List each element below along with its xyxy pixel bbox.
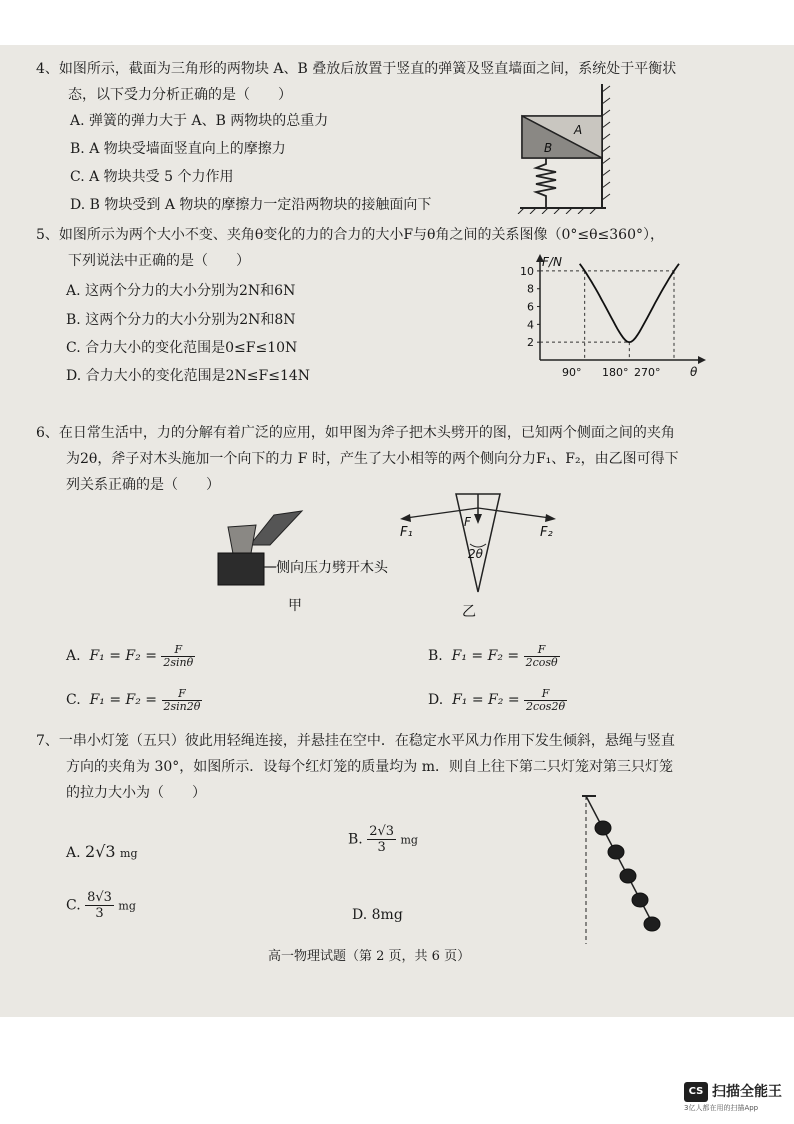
- force-f2-arrow: [478, 508, 550, 518]
- x-tick-270: 270°: [634, 366, 661, 379]
- frac-num: F: [524, 644, 560, 657]
- option-lhs: F₁ = F₂ =: [89, 648, 157, 664]
- series-line-resultant-force: [580, 264, 679, 342]
- label-f1: F₁: [400, 525, 413, 540]
- option-letter: C.: [66, 897, 81, 914]
- q5-force-angle-chart: [516, 252, 706, 382]
- x-axis-arrow: [698, 356, 706, 364]
- scanner-brand: 扫描全能王: [712, 1084, 782, 1100]
- option-lhs: F₁ = F₂ =: [452, 692, 520, 708]
- q4-option-d: D. B 物块受到 A 物块的摩擦力一定沿两物块的接触面向下: [70, 197, 432, 213]
- q6-stem-line1: 6、在日常生活中，力的分解有着广泛的应用，如甲图为斧子把木头劈开的图，已知两个侧面之间的夹角: [36, 425, 675, 441]
- q7-lantern-figure: [570, 790, 680, 950]
- q4-stem-line1: 4、如图所示，截面为三角形的两物块 A、B 叠放后放置于竖直的弹簧及竖直墙面之间，系统处于平衡状: [36, 61, 677, 77]
- frac-den: 2cosθ: [525, 655, 558, 669]
- axe-handle: [250, 511, 302, 545]
- q7-option-c: [66, 890, 136, 921]
- q6-stem-line2: 为2θ，斧子对木头施加一个向下的力 F 时，产生了大小相等的两个侧向分力F₁、F₂，由乙图可得下: [66, 451, 679, 467]
- q5-stem-line1: 5、如图所示为两个大小不变、夹角θ变化的力的合力的大小F与θ角之间的关系图像（0°≤θ≤360°），: [36, 227, 664, 243]
- scanner-tagline: 3亿人都在用的扫描App: [684, 1104, 759, 1112]
- yi-label: 乙: [462, 604, 476, 620]
- option-letter: A.: [66, 648, 81, 664]
- q7-option-d: [352, 906, 403, 924]
- x-tick-180: 180°: [602, 366, 629, 379]
- label-f: F: [464, 515, 471, 529]
- frac-num: F: [162, 688, 203, 701]
- option-unit: mg: [400, 833, 418, 847]
- y-axis-label: F/N: [542, 255, 562, 269]
- option-value: 2√3: [85, 842, 116, 861]
- option-letter: B.: [428, 648, 443, 664]
- label-b: B: [544, 141, 553, 155]
- q6-stem-line3: 列关系正确的是（ ）: [66, 477, 220, 493]
- option-unit: mg: [118, 899, 136, 913]
- frac-den: 2sin2θ: [163, 699, 201, 713]
- option-unit: mg: [120, 847, 138, 860]
- label-angle: 2θ: [468, 547, 483, 561]
- q5-option-b: B. 这两个分力的大小分别为2N和8N: [66, 312, 296, 328]
- option-lhs: F₁ = F₂ =: [451, 648, 520, 664]
- q5-option-a: A. 这两个分力的大小分别为2N和6N: [66, 283, 296, 299]
- frac-den: 2cos2θ: [526, 699, 566, 713]
- suspension-rope: [586, 796, 656, 930]
- scanner-logo-icon: CS: [684, 1082, 708, 1102]
- option-letter: C.: [66, 692, 81, 708]
- jia-label: 甲: [288, 598, 302, 614]
- q7-option-a: [66, 838, 138, 868]
- q6-option-b: [428, 642, 560, 670]
- q7-stem-line3: 的拉力大小为（ ）: [66, 785, 206, 801]
- spring: [536, 158, 556, 208]
- option-value: 8mg: [371, 907, 403, 923]
- x-axis-label: θ: [690, 365, 698, 379]
- frac-num: 2√3: [369, 824, 395, 839]
- option-letter: D.: [428, 692, 444, 708]
- q7-option-b: [348, 824, 418, 855]
- frac-den: 3: [95, 906, 104, 921]
- option-letter: A.: [66, 845, 81, 861]
- option-letter: B.: [348, 831, 363, 848]
- frac-num: 8√3: [87, 890, 112, 905]
- wood-block: [218, 553, 264, 585]
- q6-option-a: [66, 642, 195, 670]
- q4-option-b: B. A 物块受墙面竖直向上的摩擦力: [70, 141, 286, 157]
- q4-option-a: A. 弹簧的弹力大于 A、B 两物块的总重力: [70, 113, 329, 129]
- lantern-5: [644, 917, 660, 931]
- q4-stem-line2: 态，以下受力分析正确的是（ ）: [68, 87, 292, 103]
- y-tick-label-2: 2: [527, 336, 534, 350]
- y-tick-label-8: 8: [527, 282, 534, 296]
- q5-stem-line2: 下列说法中正确的是（ ）: [68, 253, 250, 269]
- lantern-4: [632, 893, 648, 907]
- label-a: A: [574, 123, 583, 137]
- q7-stem-line2: 方向的夹角为 30°，如图所示．设每个红灯笼的质量均为 m．则自上往下第二只灯笼对第三只灯笼: [66, 759, 673, 775]
- lantern-1: [595, 821, 611, 835]
- lantern-3: [620, 869, 636, 883]
- q7-stem-line1: 7、一串小灯笼（五只）彼此用轻绳连接，并悬挂在空中．在稳定水平风力作用下发生倾斜，悬绳与竖直: [36, 733, 675, 749]
- y-tick-label-6: 6: [527, 300, 534, 314]
- q4-spring-blocks-figure: [516, 84, 616, 214]
- frac-den: 3: [377, 840, 386, 855]
- lantern-2: [608, 845, 624, 859]
- q4-option-c: C. A 物块共受 5 个力作用: [70, 169, 234, 185]
- page-footer: 高一物理试题（第 2 页，共 6 页）: [268, 949, 471, 964]
- q6-option-d: [428, 686, 567, 714]
- label-f2: F₂: [540, 525, 553, 540]
- option-letter: D.: [352, 907, 368, 923]
- jia-caption: 侧向压力劈开木头: [276, 560, 388, 576]
- y-tick-label-10: 10: [520, 264, 534, 278]
- frac-num: F: [161, 644, 195, 657]
- q6-option-c: [66, 686, 202, 714]
- q5-option-c: C. 合力大小的变化范围是0≤F≤10N: [66, 340, 298, 356]
- q5-option-d: D. 合力大小的变化范围是2N≤F≤14N: [66, 368, 311, 384]
- frac-den: 2sinθ: [163, 655, 194, 669]
- q6-force-diagram-yi: [396, 488, 566, 623]
- option-lhs: F₁ = F₂ =: [89, 692, 158, 708]
- y-tick-label-4: 4: [527, 318, 534, 332]
- frac-num: F: [524, 688, 567, 701]
- x-tick-90: 90°: [562, 366, 582, 379]
